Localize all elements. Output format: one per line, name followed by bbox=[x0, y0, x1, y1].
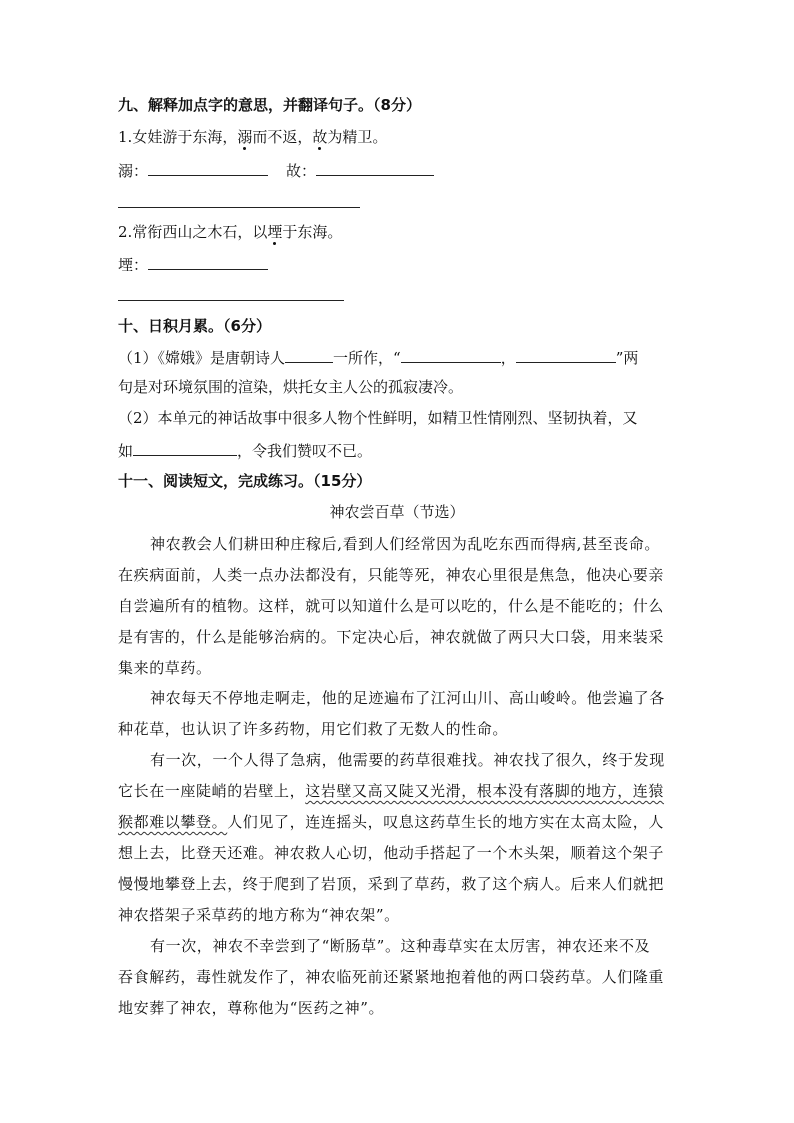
q9-sentence-1 bbox=[118, 127, 387, 147]
p1-line-4: 是有害的，什么是能够治病的。下定决心后，神农就做了两只大口袋，用来装采 bbox=[118, 628, 665, 646]
q10-poet-blank[interactable] bbox=[285, 347, 333, 363]
q9-gu-label: 故： bbox=[286, 162, 317, 180]
q9-s1-num: 1. bbox=[118, 128, 133, 146]
q10-l4-text-b: ，令我们赞叹不已。 bbox=[237, 442, 373, 460]
p1-line-2: 在疾病面前，人类一点办法都没有，只能等死，神农心里很是焦急，他决心要亲 bbox=[118, 566, 665, 584]
q10-verse-blank-1[interactable] bbox=[401, 347, 501, 363]
q10-line-4 bbox=[118, 440, 372, 461]
q9-translation-line-1[interactable] bbox=[118, 207, 360, 208]
q10-example-blank[interactable] bbox=[133, 440, 237, 456]
q9-s1-pre: 女娃游于东海， bbox=[132, 128, 238, 146]
q9-s2-num: 2. bbox=[118, 223, 133, 241]
q11-heading: 十一、阅读短文，完成练习。（15分） bbox=[118, 472, 372, 490]
q9-s1-dotted-gu: 故 bbox=[312, 128, 328, 146]
p3-line-4: 想上去，比登天还难。神农救人心切，他动手搭起了一个木头架，顺着这个架子 bbox=[118, 844, 665, 862]
p3-l2-plain: 它长在一座陡峭的岩壁上， bbox=[118, 782, 306, 800]
q9-heading: 九、解释加点字的意思，并翻译句子。（8分） bbox=[118, 96, 421, 114]
p1-line-3: 自尝遍所有的植物。这样，就可以知道什么是可以吃的，什么是不能吃的；什么 bbox=[118, 597, 665, 615]
q10-l1-text-a: （1）《嫦娥》是唐朝诗人 bbox=[118, 349, 286, 367]
p4-line-2: 吞食解药，毒性就发作了，神农临死前还紧紧地抱着他的两口袋药草。人们隆重 bbox=[118, 968, 665, 986]
q9-s1-dotted-ni: 溺 bbox=[237, 128, 253, 146]
q10-l4-text-a: 如 bbox=[118, 442, 134, 460]
q9-gu-answer-blank[interactable] bbox=[316, 160, 434, 176]
q10-heading: 十、日积月累。（6分） bbox=[118, 317, 271, 335]
p4-line-3: 地安葬了神农，尊称他为“医药之神”。 bbox=[118, 999, 385, 1017]
q9-yin-row bbox=[118, 254, 268, 275]
q10-line-2: 句是对环境氛围的渲染，烘托女主人公的孤寂凄冷。 bbox=[118, 378, 464, 396]
p3-line-3 bbox=[118, 812, 664, 832]
q9-s2-post: 于东海。 bbox=[282, 223, 343, 241]
q9-s1-post: 为精卫。 bbox=[327, 128, 388, 146]
p3-line-5: 慢慢地攀登上去，终于爬到了岩顶，采到了草药，救了这个病人。后来人们就把 bbox=[118, 875, 665, 893]
p4-line-1: 有一次，神农不幸尝到了“断肠草”。这种毒草实在太厉害，神农还来不及 bbox=[150, 937, 651, 955]
q10-line-3: （2）本单元的神话故事中很多人物个性鲜明，如精卫性情刚烈、坚韧执着，又 bbox=[118, 409, 638, 427]
q9-ni-label: 溺： bbox=[118, 162, 149, 180]
q10-l1-comma: ， bbox=[500, 349, 516, 367]
p1-line-5: 集来的草药。 bbox=[118, 659, 212, 677]
q9-sentence-2 bbox=[118, 222, 342, 242]
p3-line-6: 神农搭架子采草药的地方称为“神农架”。 bbox=[118, 906, 400, 924]
q9-s2-pre: 常衔西山之木石，以 bbox=[132, 223, 268, 241]
p3-line-1: 有一次，一个人得了急病，他需要的药草很难找。神农找了很久，终于发现 bbox=[150, 751, 665, 769]
p3-line-2 bbox=[118, 781, 664, 801]
passage-title: 神农尝百草（节选） bbox=[329, 503, 465, 521]
q9-ni-answer-blank[interactable] bbox=[148, 160, 268, 176]
q9-translation-line-2[interactable] bbox=[118, 300, 344, 301]
p3-l2-wavy-underlined: 这岩壁又高又陡又光滑，根本没有落脚的地方，连猿 bbox=[305, 782, 665, 800]
q10-verse-blank-2[interactable] bbox=[516, 347, 616, 363]
q9-s1-mid: 而不返， bbox=[252, 128, 313, 146]
p2-line-2: 种花草，也认识了许多药物，用它们救了无数人的性命。 bbox=[118, 720, 509, 738]
q9-s2-dotted-yin: 堙 bbox=[267, 223, 283, 241]
q10-l1-text-d: ”两 bbox=[615, 349, 639, 367]
p2-line-1: 神农每天不停地走啊走，他的足迹遍布了江河山川、高山峻岭。他尝遍了各 bbox=[150, 689, 665, 707]
q9-ni-row bbox=[118, 160, 434, 181]
p3-l3-plain: 人们见了，连连摇头，叹息这药草生长的地方实在太高太险，人 bbox=[227, 813, 665, 831]
p1-line-1: 神农教会人们耕田种庄稼后,看到人们经常因为乱吃东西而得病,甚至丧命。 bbox=[150, 535, 660, 553]
p3-l3-wavy-underlined: 猴都难以攀登。 bbox=[118, 813, 228, 831]
q10-line-1 bbox=[118, 347, 638, 368]
q10-l1-text-b: 一所作，“ bbox=[333, 349, 401, 367]
q9-yin-label: 堙： bbox=[118, 256, 149, 274]
q9-yin-answer-blank[interactable] bbox=[148, 254, 268, 270]
